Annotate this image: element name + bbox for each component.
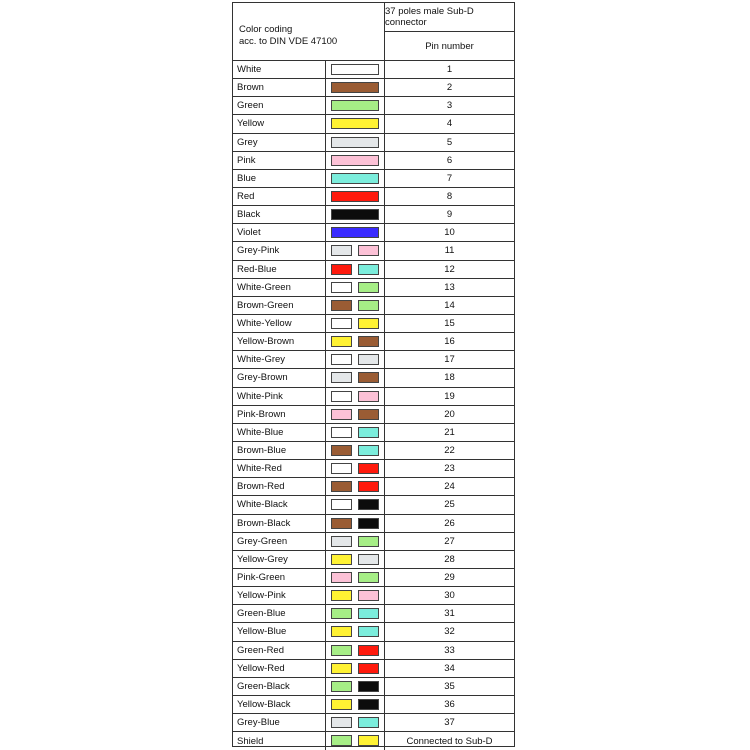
pin-number: 7 xyxy=(446,172,453,184)
stripe-color-swatch xyxy=(358,735,379,746)
stripe-color-swatch xyxy=(358,427,379,438)
wire-color-name: White-Grey xyxy=(237,354,286,366)
color-swatch-cell xyxy=(325,660,385,677)
stripe-color-swatch xyxy=(358,463,379,474)
color-swatch xyxy=(331,82,379,93)
color-swatch-cell xyxy=(325,406,385,423)
pin-number: 11 xyxy=(444,245,455,257)
pin-number: 20 xyxy=(444,408,455,420)
pin-assignment-table xyxy=(232,2,515,747)
table-row xyxy=(233,351,514,369)
wire-color-name: Pink-Brown xyxy=(237,408,286,420)
color-swatch xyxy=(331,118,379,129)
stripe-color-swatch xyxy=(358,717,379,728)
base-color-swatch xyxy=(331,336,352,347)
color-swatch-cell xyxy=(325,351,385,368)
base-color-swatch xyxy=(331,463,352,474)
wire-color-name: Yellow-Grey xyxy=(237,553,288,565)
pin-number: 9 xyxy=(446,209,453,221)
color-swatch-cell xyxy=(325,224,385,241)
stripe-color-swatch xyxy=(358,626,379,637)
table-row xyxy=(233,714,514,732)
stripe-color-swatch xyxy=(358,572,379,583)
base-color-swatch xyxy=(331,536,352,547)
table-row xyxy=(233,115,514,133)
color-swatch-cell xyxy=(325,642,385,659)
base-color-swatch xyxy=(331,663,352,674)
stripe-color-swatch xyxy=(358,663,379,674)
wire-color-name: Green-Black xyxy=(237,680,290,692)
table-row xyxy=(233,297,514,315)
wire-color-name: Yellow-Red xyxy=(237,662,285,674)
color-swatch-cell xyxy=(325,115,385,132)
color-swatch-cell xyxy=(325,587,385,604)
wire-color-name: Yellow-Blue xyxy=(237,626,287,638)
wire-color-name: White-Yellow xyxy=(237,318,292,330)
table-row xyxy=(233,224,514,242)
pin-number: 29 xyxy=(444,572,455,583)
color-swatch-cell xyxy=(325,442,385,459)
table-row xyxy=(233,388,514,406)
color-swatch-cell xyxy=(325,732,385,750)
color-swatch xyxy=(331,227,379,238)
pin-number: 28 xyxy=(444,553,455,565)
color-swatch xyxy=(331,100,379,111)
wire-color-name: Red xyxy=(237,191,255,203)
wire-color-name: Brown-Black xyxy=(237,517,291,529)
pin-number: Connected to Sub-D xyxy=(406,735,493,747)
color-swatch-cell xyxy=(325,551,385,568)
pin-number: 16 xyxy=(444,336,455,348)
stripe-color-swatch xyxy=(358,481,379,492)
table-row xyxy=(233,496,514,514)
color-swatch-cell xyxy=(325,297,385,314)
color-swatch xyxy=(331,191,379,202)
pin-number: 24 xyxy=(444,481,455,493)
color-swatch-cell xyxy=(325,134,385,151)
connector-header xyxy=(385,3,514,32)
table-row xyxy=(233,605,514,623)
stripe-color-swatch xyxy=(358,300,379,311)
pin-number: 15 xyxy=(444,318,455,330)
table-row xyxy=(233,623,514,641)
pin-number: 5 xyxy=(446,136,453,148)
color-swatch-cell xyxy=(325,97,385,114)
color-swatch-cell xyxy=(325,496,385,513)
stripe-color-swatch xyxy=(358,282,379,293)
stripe-color-swatch xyxy=(358,391,379,402)
wire-color-name: Yellow-Brown xyxy=(237,336,295,348)
pin-number: 34 xyxy=(444,662,455,674)
pin-number: 27 xyxy=(444,535,455,547)
table-row xyxy=(233,369,514,387)
base-color-swatch xyxy=(331,445,352,456)
base-color-swatch xyxy=(331,590,352,601)
table-row xyxy=(233,696,514,714)
stripe-color-swatch xyxy=(358,318,379,329)
base-color-swatch xyxy=(331,391,352,402)
color-swatch-cell xyxy=(325,533,385,550)
table-row xyxy=(233,97,514,115)
pin-number: 3 xyxy=(446,100,453,112)
color-swatch-cell xyxy=(325,515,385,532)
table-row xyxy=(233,478,514,496)
pin-number: 25 xyxy=(444,499,455,511)
color-swatch xyxy=(331,209,379,220)
pin-number: 33 xyxy=(444,644,455,656)
stripe-color-swatch xyxy=(358,518,379,529)
pin-number: 19 xyxy=(444,390,455,402)
table-row xyxy=(233,460,514,478)
table-row xyxy=(233,152,514,170)
pin-number: 8 xyxy=(446,191,453,203)
base-color-swatch xyxy=(331,572,352,583)
pin-number: 12 xyxy=(444,263,455,275)
base-color-swatch xyxy=(331,318,352,329)
wire-color-name: White xyxy=(237,64,262,76)
wire-color-name: Yellow-Black xyxy=(237,698,291,710)
table-body xyxy=(233,61,514,750)
color-swatch-cell xyxy=(325,61,385,78)
wire-color-name: Grey-Pink xyxy=(237,245,280,257)
pin-number: 31 xyxy=(444,608,455,620)
color-swatch-cell xyxy=(325,152,385,169)
table-row xyxy=(233,587,514,605)
color-swatch-cell xyxy=(325,714,385,731)
table-row xyxy=(233,242,514,260)
pin-number: 22 xyxy=(444,445,455,457)
wire-color-name: Green-Blue xyxy=(237,608,286,620)
table-row xyxy=(233,515,514,533)
color-swatch-cell xyxy=(325,279,385,296)
base-color-swatch xyxy=(331,481,352,492)
pin-number: 36 xyxy=(444,698,455,710)
color-swatch-cell xyxy=(325,206,385,223)
color-swatch-cell xyxy=(325,605,385,622)
color-swatch-cell xyxy=(325,170,385,187)
color-swatch xyxy=(331,155,379,166)
stripe-color-swatch xyxy=(358,681,379,692)
color-swatch-cell xyxy=(325,79,385,96)
pin-number: 10 xyxy=(444,227,455,239)
color-swatch-cell xyxy=(325,315,385,332)
base-color-swatch xyxy=(331,372,352,383)
table-row xyxy=(233,569,514,587)
pin-number-header-label: Pin number xyxy=(425,40,474,52)
stripe-color-swatch xyxy=(358,245,379,256)
table-row xyxy=(233,170,514,188)
stripe-color-swatch xyxy=(358,608,379,619)
pin-number: 18 xyxy=(444,372,455,384)
stripe-color-swatch xyxy=(358,372,379,383)
wire-color-name: Green xyxy=(237,100,264,112)
table-row xyxy=(233,61,514,79)
color-swatch-cell xyxy=(325,460,385,477)
color-swatch-cell xyxy=(325,369,385,386)
pin-number: 37 xyxy=(444,717,455,729)
wire-color-name: Brown-Green xyxy=(237,299,294,311)
color-swatch-cell xyxy=(325,333,385,350)
color-swatch-cell xyxy=(325,242,385,259)
pin-number: 30 xyxy=(444,590,455,602)
stripe-color-swatch xyxy=(358,499,379,510)
wire-color-name: Yellow-Pink xyxy=(237,590,286,602)
color-swatch-cell xyxy=(325,261,385,278)
table-row xyxy=(233,279,514,297)
table-row xyxy=(233,442,514,460)
table-row xyxy=(233,406,514,424)
color-swatch xyxy=(331,64,379,75)
pin-number: 14 xyxy=(444,299,455,311)
color-swatch-cell xyxy=(325,388,385,405)
wire-color-name: Grey-Green xyxy=(237,535,288,547)
base-color-swatch xyxy=(331,282,352,293)
wire-color-name: Brown-Blue xyxy=(237,445,287,457)
table-row xyxy=(233,660,514,678)
base-color-swatch xyxy=(331,681,352,692)
stripe-color-swatch xyxy=(358,699,379,710)
color-swatch-cell xyxy=(325,623,385,640)
color-swatch-cell xyxy=(325,696,385,713)
table-row xyxy=(233,678,514,696)
pin-number: 1 xyxy=(446,64,453,76)
base-color-swatch xyxy=(331,699,352,710)
stripe-color-swatch xyxy=(358,445,379,456)
wire-color-name: Shield xyxy=(237,735,264,747)
wire-color-name: Brown-Red xyxy=(237,481,285,493)
stripe-color-swatch xyxy=(358,554,379,565)
base-color-swatch xyxy=(331,300,352,311)
wire-color-name: Yellow xyxy=(237,118,265,130)
pin-number: 26 xyxy=(444,517,455,529)
wire-color-name: Brown xyxy=(237,82,264,94)
base-color-swatch xyxy=(331,499,352,510)
base-color-swatch xyxy=(331,409,352,420)
color-swatch-cell xyxy=(325,424,385,441)
base-color-swatch xyxy=(331,626,352,637)
table-row xyxy=(233,732,514,750)
base-color-swatch xyxy=(331,608,352,619)
table-row xyxy=(233,206,514,224)
base-color-swatch xyxy=(331,427,352,438)
pin-number: 21 xyxy=(444,426,455,438)
wire-color-name: Red-Blue xyxy=(237,263,277,275)
stripe-color-swatch xyxy=(358,409,379,420)
base-color-swatch xyxy=(331,735,352,746)
pin-number: 4 xyxy=(446,118,453,130)
wire-color-name: Black xyxy=(237,209,261,221)
color-coding-header xyxy=(233,3,385,61)
table-row xyxy=(233,79,514,97)
color-swatch-cell xyxy=(325,569,385,586)
wire-color-name: Grey-Blue xyxy=(237,717,280,729)
table-row xyxy=(233,333,514,351)
wire-color-name: White-Red xyxy=(237,463,282,475)
wire-color-name: White-Green xyxy=(237,281,291,293)
wire-color-name: White-Black xyxy=(237,499,288,511)
base-color-swatch xyxy=(331,245,352,256)
base-color-swatch xyxy=(331,717,352,728)
color-coding-header-label: Color coding acc. to DIN VDE 47100 xyxy=(239,24,338,47)
pin-number: 32 xyxy=(444,626,455,638)
stripe-color-swatch xyxy=(358,264,379,275)
wire-color-name: Grey xyxy=(237,136,258,148)
pin-number: 23 xyxy=(444,463,455,475)
pin-number: 35 xyxy=(444,680,455,692)
table-row xyxy=(233,315,514,333)
table-row xyxy=(233,424,514,442)
stripe-color-swatch xyxy=(358,645,379,656)
table-row xyxy=(233,642,514,660)
pin-number: 2 xyxy=(446,82,453,94)
stripe-color-swatch xyxy=(358,590,379,601)
table-row xyxy=(233,134,514,152)
base-color-swatch xyxy=(331,264,352,275)
stripe-color-swatch xyxy=(358,336,379,347)
base-color-swatch xyxy=(331,645,352,656)
table-row xyxy=(233,261,514,279)
stripe-color-swatch xyxy=(358,536,379,547)
table-row xyxy=(233,188,514,206)
wire-color-name: White-Pink xyxy=(237,390,283,402)
color-swatch xyxy=(331,173,379,184)
pin-number: 13 xyxy=(444,281,455,293)
base-color-swatch xyxy=(331,354,352,365)
table-row xyxy=(233,533,514,551)
base-color-swatch xyxy=(331,518,352,529)
pin-number: 6 xyxy=(446,154,453,166)
stripe-color-swatch xyxy=(358,354,379,365)
color-swatch-cell xyxy=(325,678,385,695)
wire-color-name: White-Blue xyxy=(237,426,284,438)
wire-color-name: Violet xyxy=(237,227,261,239)
color-swatch xyxy=(331,137,379,148)
connector-header-label: 37 poles male Sub-D connector xyxy=(385,6,474,28)
pin-number-header xyxy=(385,32,514,61)
table-row xyxy=(233,551,514,569)
color-swatch-cell xyxy=(325,478,385,495)
base-color-swatch xyxy=(331,554,352,565)
pin-number: 17 xyxy=(444,354,455,366)
wire-color-name: Blue xyxy=(237,172,257,184)
wire-color-name: Pink-Green xyxy=(237,572,286,583)
wire-color-name: Green-Red xyxy=(237,644,284,656)
color-swatch-cell xyxy=(325,188,385,205)
wire-color-name: Pink xyxy=(237,154,256,166)
wire-color-name: Grey-Brown xyxy=(237,372,288,384)
